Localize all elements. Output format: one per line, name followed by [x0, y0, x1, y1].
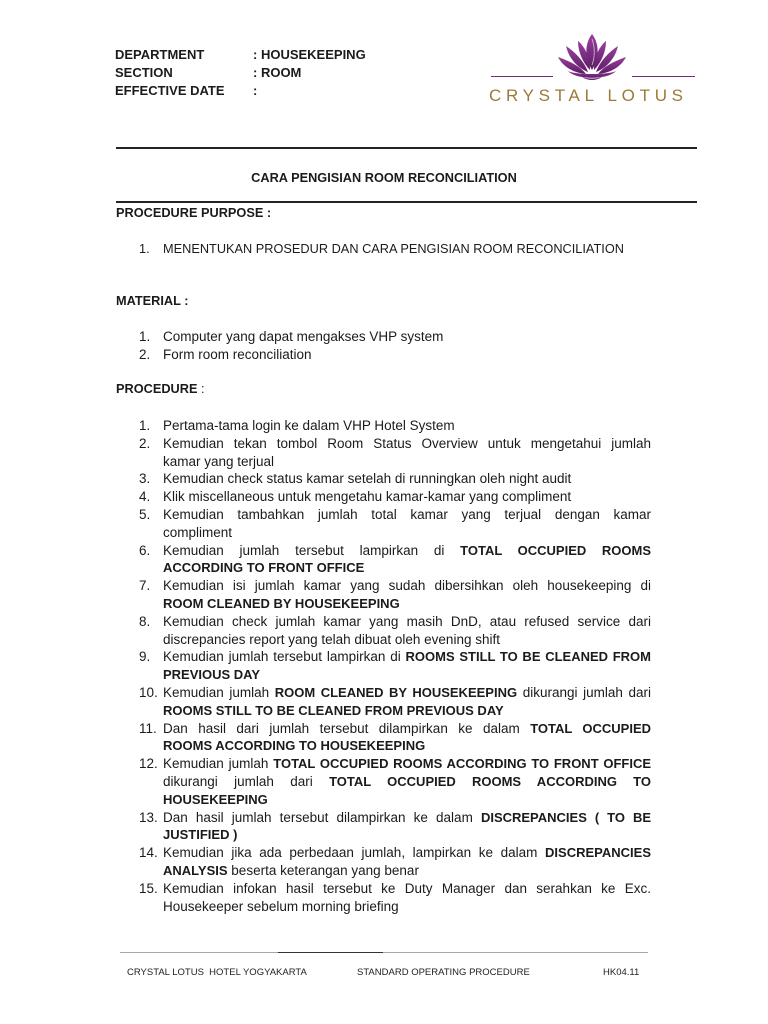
- procedure-step: [139, 488, 651, 506]
- footer-hotel-name: CRYSTAL LOTUS HOTEL YOGYAKARTA: [127, 967, 307, 978]
- step-emphasis-text: TOTAL OCCUPIED ROOMS ACCORDING TO FRONT OFFICE: [273, 756, 652, 772]
- material-item: [139, 346, 651, 364]
- step-emphasis-text: TOTAL OCCUPIED ROOMS: [460, 542, 652, 558]
- step-plain-text: Kemudian infokan hasil tersebut ke Duty Manager dan serahkan ke Exc.: [163, 880, 651, 896]
- step-plain-text: Kemudian jika ada perbedaan jumlah, lampirkan ke dalam: [163, 845, 546, 861]
- step-line: [163, 720, 651, 738]
- material-item-number: 1.: [139, 329, 151, 344]
- step-text: [163, 880, 651, 916]
- step-number: 14.: [139, 845, 158, 861]
- step-text: [163, 720, 651, 756]
- procedure-heading-colon: :: [197, 381, 205, 396]
- step-line: [163, 417, 651, 435]
- procedure-step: [139, 684, 651, 720]
- material-item: [139, 328, 651, 346]
- step-emphasis-text: HOUSEKEEPING: [163, 791, 268, 807]
- footer-document-code: HK04.11: [603, 967, 640, 978]
- procedure-step: [139, 506, 651, 542]
- step-line: [163, 506, 651, 524]
- footer-rule-accent: [278, 952, 383, 953]
- purpose-heading: PROCEDURE PURPOSE :: [116, 205, 272, 220]
- step-text: [163, 488, 651, 506]
- footer-document-type: STANDARD OPERATING PROCEDURE: [357, 967, 530, 978]
- procedure-step: [139, 435, 651, 471]
- step-line: [163, 613, 651, 631]
- step-plain-text: Klik miscellaneous untuk mengetahu kamar-kamar yang compliment: [163, 489, 572, 505]
- step-line: [163, 684, 651, 702]
- step-text: [163, 470, 651, 488]
- step-plain-text: Kemudian jumlah tersebut lampirkan di: [163, 542, 461, 558]
- step-line: [163, 737, 651, 755]
- step-number: 5.: [139, 506, 151, 522]
- footer-rule: [120, 952, 648, 953]
- lotus-logo-icon: [556, 33, 628, 81]
- step-number: 15.: [139, 880, 158, 896]
- step-emphasis-text: ROOM CLEANED BY HOUSEKEEPING: [163, 595, 400, 611]
- step-line: [163, 648, 651, 666]
- step-line: [163, 826, 651, 844]
- purpose-item-text: MENENTUKAN PROSEDUR DAN CARA PENGISIAN ROOM RECONCILIATION: [163, 241, 624, 256]
- step-number: 10.: [139, 684, 158, 700]
- step-number: 7.: [139, 578, 151, 594]
- lotus-base-bowl: [568, 71, 616, 78]
- procedure-step: [139, 417, 651, 435]
- procedure-step: [139, 720, 651, 756]
- step-plain-text: dikurangi jumlah dari: [163, 773, 330, 789]
- material-heading: MATERIAL :: [116, 293, 189, 308]
- step-plain-text: Kemudian jumlah: [163, 684, 275, 700]
- procedure-step: [139, 809, 651, 845]
- step-plain-text: Pertama-tama login ke dalam VHP Hotel System: [163, 418, 455, 433]
- step-emphasis-text: ROOM CLEANED BY HOUSEKEEPING: [274, 684, 518, 700]
- section-label: SECTION: [115, 65, 173, 80]
- step-text: [163, 613, 651, 649]
- step-plain-text: Kemudian jumlah: [163, 756, 274, 772]
- step-number: 4.: [139, 489, 151, 505]
- procedure-step: [139, 577, 651, 613]
- step-plain-text: Dan hasil dari jumlah tersebut dilampirkan ke dalam: [163, 720, 531, 736]
- step-emphasis-text: ROOMS ACCORDING TO HOUSEKEEPING: [163, 738, 426, 754]
- step-text: [163, 506, 651, 542]
- step-plain-text: Kemudian jumlah tersebut lampirkan di: [163, 649, 406, 665]
- procedure-step: [139, 844, 651, 880]
- step-number: 8.: [139, 613, 151, 629]
- step-line: [163, 773, 651, 791]
- step-line: [163, 577, 651, 595]
- step-line: [163, 844, 651, 862]
- step-line: [163, 631, 651, 649]
- step-plain-text: Dan hasil jumlah tersebut dilampirkan ke dalam: [163, 809, 481, 825]
- step-line: [163, 524, 651, 542]
- step-emphasis-text: ACCORDING TO FRONT OFFICE: [163, 560, 365, 576]
- logo-wordmark: CRYSTAL LOTUS: [489, 86, 688, 105]
- step-plain-text: Kemudian check jumlah kamar yang masih DnD, atau refused service dari: [163, 613, 651, 629]
- step-line: [163, 791, 651, 809]
- procedure-step: [139, 613, 651, 649]
- step-line: [163, 435, 651, 453]
- step-number: 11.: [139, 720, 157, 736]
- step-emphasis-text: DISCREPANCIES: [545, 845, 651, 861]
- step-number: 6.: [139, 542, 151, 558]
- step-emphasis-text: ANALYSIS: [163, 862, 228, 878]
- step-emphasis-text: PREVIOUS DAY: [163, 667, 261, 683]
- step-plain-text: Kemudian tambahkan jumlah total kamar yang terjual dengan kamar: [163, 506, 651, 522]
- department-value: : HOUSEKEEPING: [253, 47, 366, 62]
- step-text: [163, 844, 651, 880]
- step-line: [163, 488, 651, 506]
- step-text: [163, 577, 651, 613]
- step-plain-text: kamar yang terjual: [163, 453, 275, 469]
- step-text: [163, 417, 651, 435]
- step-number: 12.: [139, 756, 158, 772]
- step-plain-text: discrepancies report yang telah dibuat oleh evening shift: [163, 631, 500, 647]
- step-line: [163, 898, 651, 916]
- procedure-step: [139, 542, 651, 578]
- step-line: [163, 755, 651, 773]
- step-line: [163, 809, 651, 827]
- step-line: [163, 559, 651, 577]
- logo-rule-left: [491, 76, 553, 77]
- step-emphasis-text: ROOMS STILL TO BE CLEANED FROM: [405, 649, 651, 665]
- step-emphasis-text: DISCREPANCIES ( TO BE: [480, 809, 652, 825]
- step-line: [163, 862, 651, 880]
- step-number: 1.: [139, 418, 151, 433]
- section-value: : ROOM: [253, 65, 302, 80]
- logo-rule-right: [632, 76, 695, 77]
- step-text: [163, 435, 651, 471]
- step-line: [163, 542, 651, 560]
- step-plain-text: Housekeeper sebelum morning briefing: [163, 898, 399, 914]
- step-plain-text: compliment: [163, 524, 233, 540]
- step-emphasis-text: ROOMS STILL TO BE CLEANED FROM PREVIOUS DAY: [163, 702, 504, 718]
- step-text: [163, 809, 651, 845]
- purpose-item-number: 1.: [139, 241, 150, 256]
- step-text: [163, 755, 651, 808]
- procedure-heading-label: PROCEDURE: [116, 381, 198, 396]
- material-item-text: Form room reconciliation: [163, 347, 312, 362]
- step-plain-text: beserta keterangan yang benar: [227, 862, 419, 878]
- step-number: 2.: [139, 435, 151, 451]
- procedure-step: [139, 470, 651, 488]
- procedure-steps-list: [139, 417, 651, 915]
- step-line: [163, 702, 651, 720]
- step-number: 13.: [139, 809, 158, 825]
- step-text: [163, 542, 651, 578]
- effective-date-label: EFFECTIVE DATE: [115, 83, 225, 98]
- effective-date-value: :: [253, 83, 258, 98]
- step-line: [163, 666, 651, 684]
- procedure-step: [139, 880, 651, 916]
- step-plain-text: Kemudian check status kamar setelah di runningkan oleh night audit: [163, 471, 572, 487]
- material-item-number: 2.: [139, 347, 151, 362]
- step-number: 9.: [139, 649, 151, 665]
- procedure-step: [139, 648, 651, 684]
- step-emphasis-text: TOTAL OCCUPIED: [530, 720, 651, 736]
- step-emphasis-text: JUSTIFIED ): [163, 827, 238, 843]
- procedure-step: [139, 755, 651, 808]
- title-rule-top: [116, 147, 697, 149]
- step-plain-text: dikurangi jumlah dari: [517, 684, 651, 700]
- step-line: [163, 470, 651, 488]
- material-item-text: Computer yang dapat mengakses VHP system: [163, 329, 444, 344]
- procedure-heading: [116, 380, 205, 398]
- step-text: [163, 648, 651, 684]
- title-rule-bottom: [116, 201, 697, 203]
- purpose-item: [139, 240, 651, 258]
- step-line: [163, 595, 651, 613]
- step-line: [163, 880, 651, 898]
- step-plain-text: Kemudian isi jumlah kamar yang sudah dibersihkan oleh housekeeping di: [163, 578, 651, 594]
- step-number: 3.: [139, 471, 151, 487]
- department-label: DEPARTMENT: [115, 47, 205, 62]
- step-plain-text: Kemudian tekan tombol Room Status Overview untuk mengetahui jumlah: [163, 435, 651, 451]
- step-text: [163, 684, 651, 720]
- step-emphasis-text: TOTAL OCCUPIED ROOMS ACCORDING TO: [329, 773, 651, 789]
- document-title: CARA PENGISIAN ROOM RECONCILIATION: [251, 170, 517, 185]
- step-line: [163, 453, 651, 471]
